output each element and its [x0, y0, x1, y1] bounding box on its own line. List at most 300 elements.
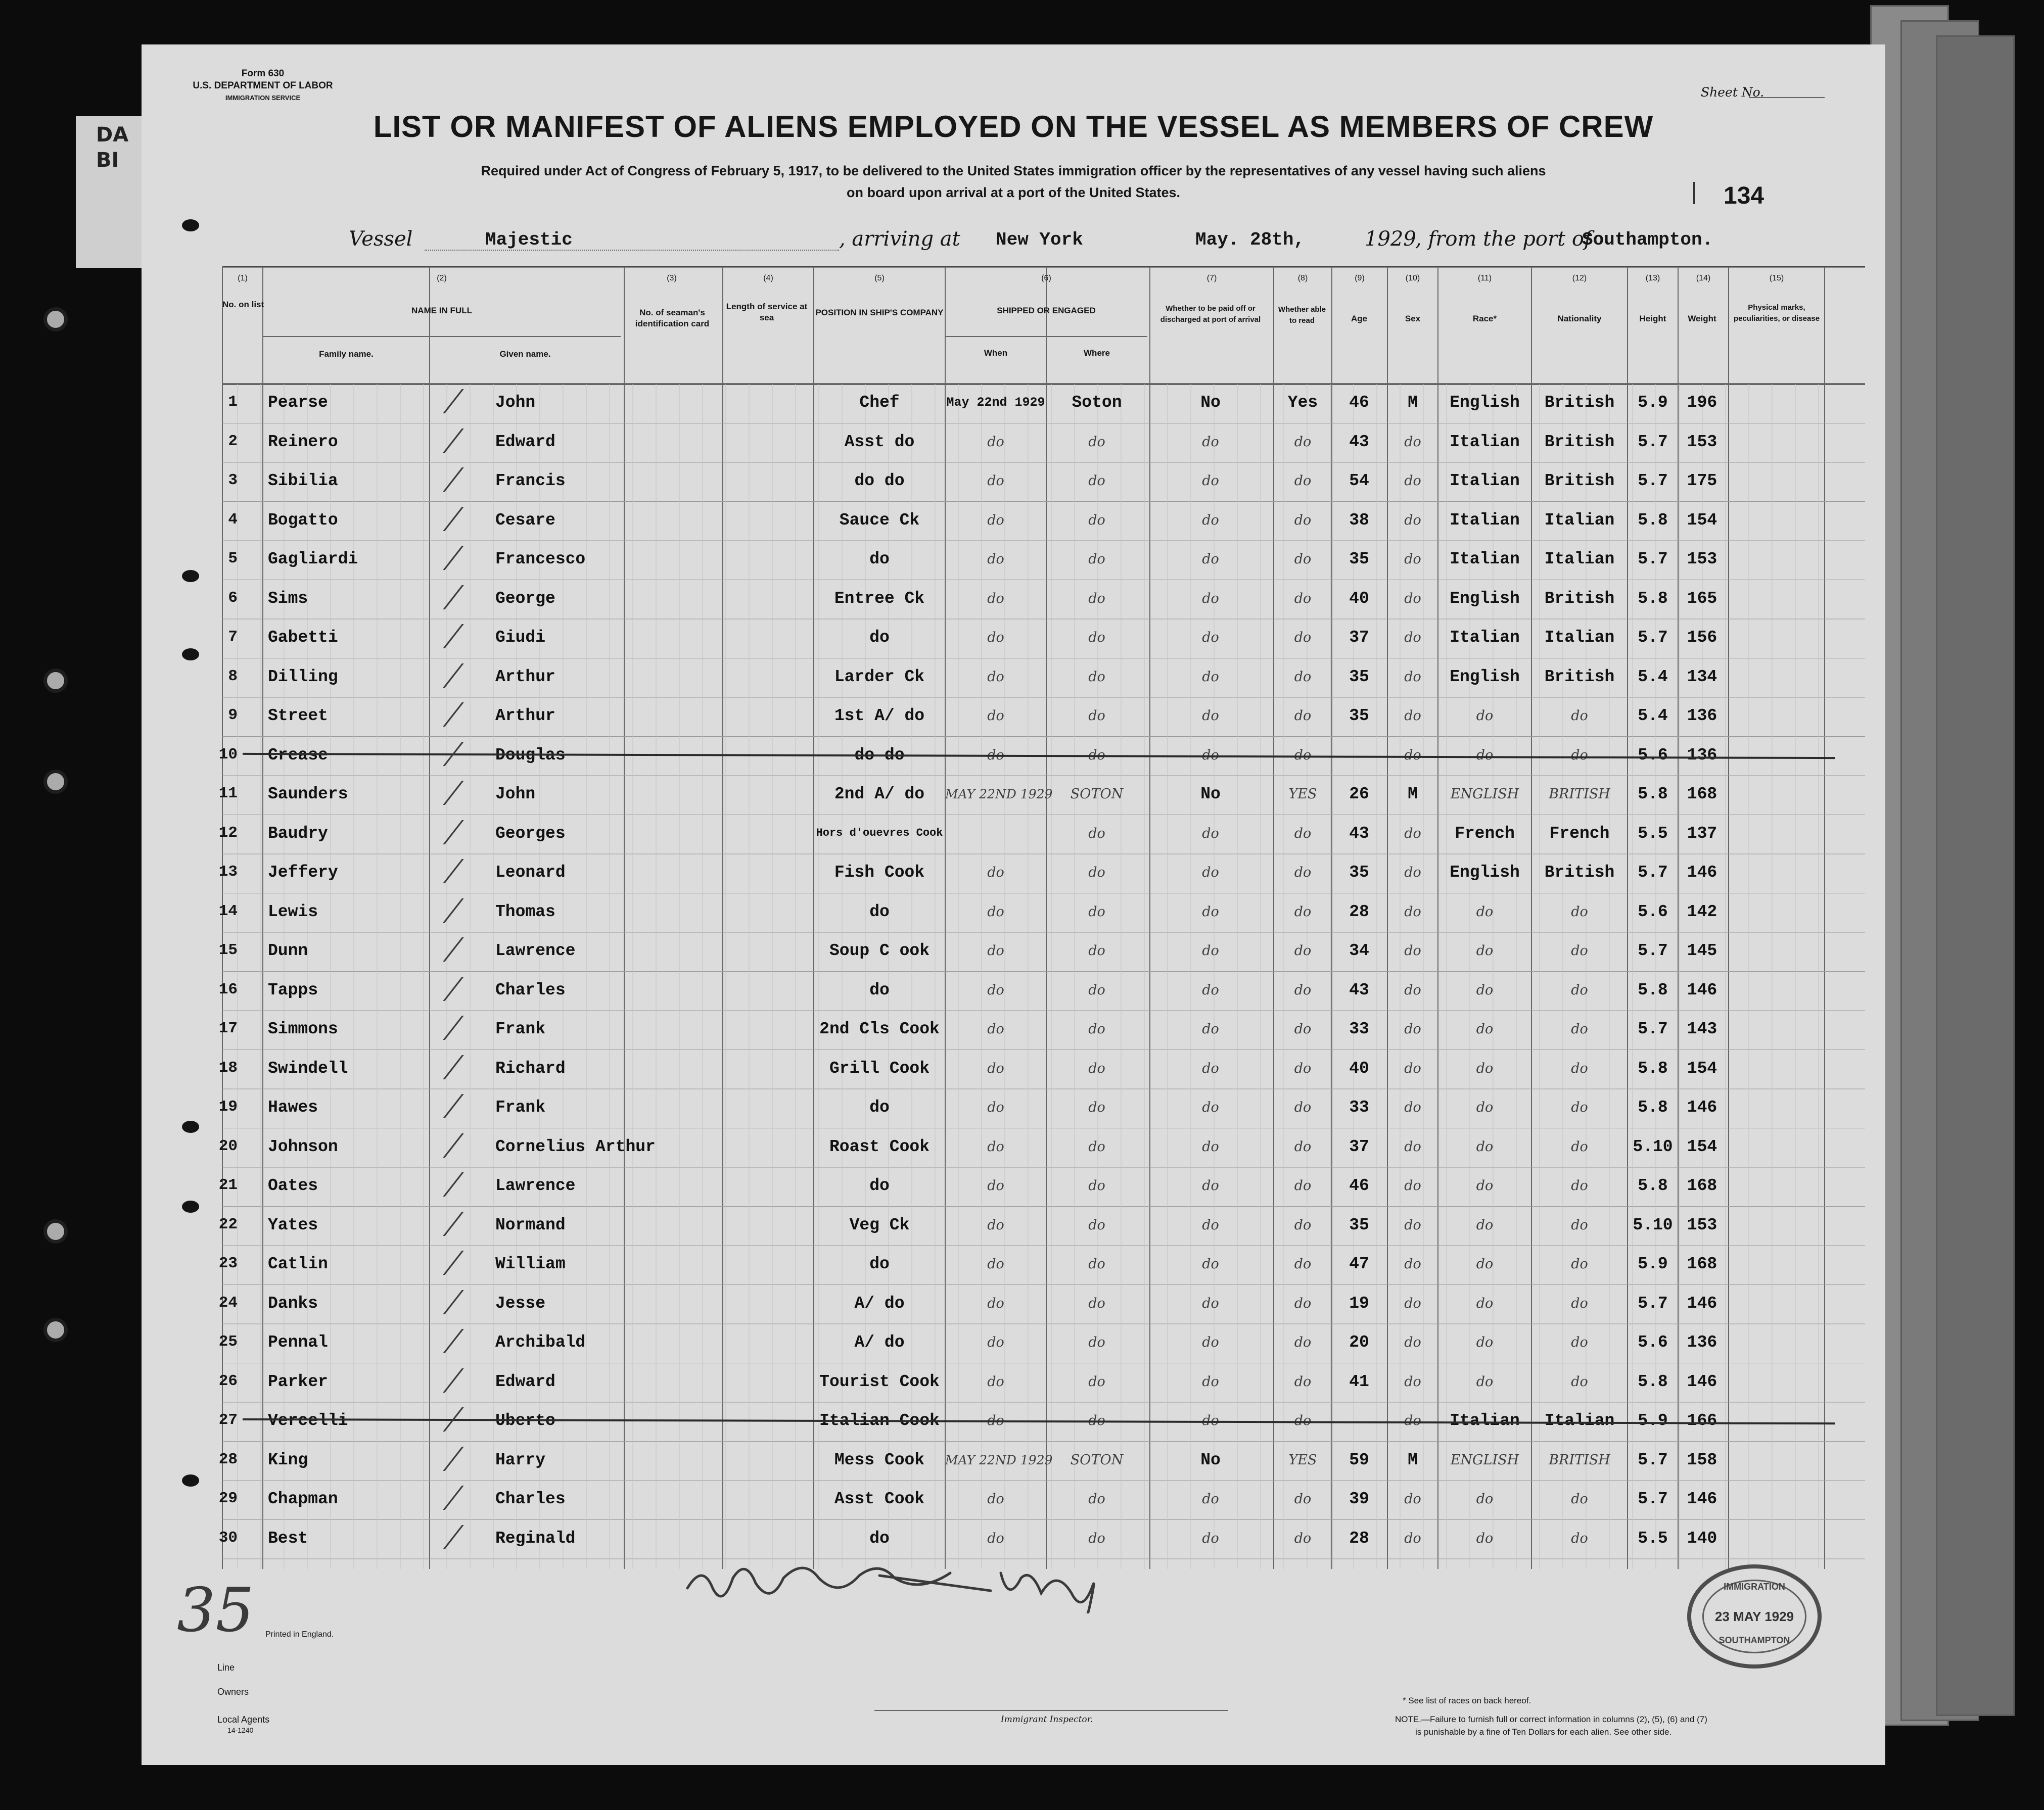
cell-where: do [1088, 1491, 1105, 1507]
column-number: (10) [1405, 274, 1420, 282]
row-number: 27 [218, 1411, 238, 1429]
column-number: (4) [763, 274, 773, 282]
column-number: (11) [1477, 274, 1492, 282]
cell-when: do [987, 747, 1004, 763]
cell-given: Edward [495, 432, 555, 451]
cell-read: do [1294, 1060, 1312, 1076]
vessel-name: Majestic [485, 229, 573, 250]
cell-age: 43 [1349, 980, 1369, 999]
cell-given: Normand [495, 1215, 566, 1234]
cell-read: do [1294, 1021, 1312, 1037]
cell-sex: do [1404, 1060, 1421, 1076]
cell-given: Uberto [495, 1411, 555, 1430]
cell-race: do [1476, 943, 1494, 959]
header-length-service: Length of service at sea [726, 302, 808, 322]
cell-given: Arthur [495, 667, 555, 686]
row-number: 15 [218, 941, 238, 959]
cell-position: Hors d'ouevres Cook [816, 827, 943, 839]
column-number: (6) [1041, 274, 1051, 282]
cell-read: do [1294, 1178, 1312, 1194]
binder-hole [43, 770, 68, 794]
note-line-1: NOTE.—Failure to furnish full or correct information in columns (2), (5), (6) and (7) [1395, 1714, 1707, 1724]
cell-weight: 154 [1687, 1137, 1717, 1156]
cell-given: George [495, 589, 555, 608]
cell-age: 28 [1349, 1529, 1369, 1548]
signature [677, 1553, 1157, 1613]
cell-position: do [869, 1098, 890, 1117]
cell-when: do [987, 1060, 1004, 1076]
cell-weight: 158 [1687, 1450, 1717, 1469]
cell-family: Yates [268, 1215, 318, 1234]
cell-nationality: Italian [1544, 510, 1615, 530]
cell-when: do [987, 434, 1004, 450]
cell-race: do [1476, 1100, 1494, 1115]
binder-hole [43, 1219, 68, 1244]
cell-read: do [1294, 865, 1312, 880]
cell-race: do [1476, 1530, 1494, 1546]
binder-hole [43, 669, 68, 693]
cell-age: 20 [1349, 1333, 1369, 1352]
cell-age: 33 [1349, 1020, 1369, 1038]
column-number: (13) [1645, 274, 1660, 282]
header-shipped-engaged: SHIPPED OR ENGAGED [997, 306, 1096, 315]
cell-position: Mess Cook [834, 1450, 925, 1469]
cell-family: Chapman [268, 1490, 338, 1508]
cell-race: do [1476, 1060, 1494, 1076]
cell-sex: do [1404, 903, 1421, 920]
header-family-name: Family name. [319, 349, 374, 359]
cell-paid: do [1202, 1530, 1219, 1546]
cell-position: 2nd A/ do [834, 785, 925, 803]
cell-race: do [1476, 1491, 1494, 1507]
cell-race: ENGLISH [1450, 786, 1519, 802]
cell-read: do [1294, 1491, 1312, 1507]
cell-family: Sibilia [268, 471, 338, 490]
cell-where: do [1088, 903, 1105, 920]
row-number: 3 [228, 471, 238, 489]
cell-paid: No [1200, 1450, 1221, 1469]
cell-nationality: do [1571, 1530, 1588, 1546]
row-number: 17 [218, 1020, 238, 1037]
cell-when: do [987, 865, 1004, 880]
cell-family: Jeffery [268, 863, 338, 882]
header-weight: Weight [1688, 314, 1716, 323]
cell-where: do [1088, 747, 1105, 763]
row-number: 20 [218, 1137, 238, 1155]
cell-where: do [1088, 669, 1105, 685]
header-age: Age [1351, 314, 1368, 323]
cell-height: 5.5 [1638, 824, 1668, 843]
cell-weight: 168 [1687, 1176, 1717, 1195]
header-physical-marks: Physical marks, peculiarities, or disease [1733, 303, 1820, 323]
cell-weight: 134 [1687, 667, 1717, 686]
arrival-year: 1929 [1365, 227, 1416, 251]
column-number: (7) [1206, 274, 1217, 282]
cell-read: do [1294, 1138, 1312, 1155]
cell-when: do [987, 1530, 1004, 1546]
cell-race: English [1450, 589, 1520, 608]
column-number: (1) [238, 274, 248, 282]
cell-sex: do [1404, 1256, 1421, 1272]
cell-weight: 165 [1687, 589, 1717, 608]
header-name-in-full: NAME IN FULL [411, 306, 472, 315]
row-number: 10 [218, 745, 238, 764]
cell-nationality: do [1571, 708, 1588, 724]
cell-paid: do [1202, 982, 1219, 998]
cell-given: Lawrence [495, 941, 576, 960]
cell-family: Pearse [268, 393, 328, 412]
cell-when: do [987, 1413, 1004, 1428]
cell-age: 40 [1349, 589, 1369, 608]
cell-height: 5.7 [1638, 863, 1668, 882]
cell-weight: 142 [1687, 902, 1717, 921]
row-number: 12 [218, 824, 238, 842]
cell-age: 47 [1349, 1255, 1369, 1273]
cell-when: do [987, 943, 1004, 959]
row-number: 18 [218, 1059, 238, 1077]
cell-given: Thomas [495, 902, 555, 921]
cell-family: Vercelli [268, 1411, 348, 1430]
cell-paid: do [1202, 1021, 1219, 1037]
cell-read: do [1294, 825, 1312, 841]
cell-family: Oates [268, 1176, 318, 1195]
cell-age: 43 [1349, 824, 1369, 843]
cell-nationality: British [1544, 393, 1615, 412]
cell-nationality: do [1571, 1138, 1588, 1155]
cell-race: Italian [1450, 510, 1520, 530]
cell-race: English [1450, 863, 1520, 882]
cell-height: 5.8 [1638, 785, 1668, 803]
arrival-port: New York [996, 229, 1083, 250]
cell-family: Best [268, 1529, 308, 1548]
cell-family: Gabetti [268, 628, 338, 647]
cell-given: Archibald [495, 1333, 586, 1352]
cell-weight: 146 [1687, 1372, 1717, 1391]
cell-family: Street [268, 706, 328, 725]
cell-given: John [495, 393, 536, 412]
cell-position: do [869, 1255, 890, 1273]
cell-when: do [987, 982, 1004, 998]
cell-race: do [1476, 903, 1494, 920]
cell-sex: do [1404, 865, 1421, 880]
cell-sex: do [1404, 1335, 1421, 1350]
header-race: Race* [1472, 314, 1497, 323]
row-number: 23 [218, 1255, 238, 1272]
cell-position: Entree Ck [834, 589, 925, 608]
cell-height: 5.9 [1638, 393, 1668, 412]
cell-given: Georges [495, 824, 566, 843]
cell-position: Asst do [844, 432, 915, 451]
row-number: 28 [218, 1450, 238, 1468]
cell-when: do [987, 1491, 1004, 1507]
cell-height: 5.6 [1638, 902, 1668, 921]
cell-nationality: do [1571, 1491, 1588, 1507]
header-given-name: Given name. [499, 349, 551, 359]
cell-paid: do [1202, 1138, 1219, 1155]
cell-when: May 22nd 1929 [946, 395, 1045, 410]
cell-given: Frank [495, 1020, 546, 1038]
row-number: 22 [218, 1215, 238, 1233]
cell-height: 5.8 [1638, 1372, 1668, 1391]
cell-family: Bogatto [268, 510, 338, 530]
column-number: (3) [667, 274, 677, 282]
cell-height: 5.7 [1638, 628, 1668, 647]
vessel-label: Vessel [349, 227, 413, 251]
cell-where: do [1088, 512, 1105, 528]
cell-race: ENGLISH [1450, 1452, 1519, 1468]
cell-where: do [1088, 1373, 1105, 1390]
cell-position: A/ do [854, 1294, 905, 1313]
cell-given: Richard [495, 1059, 566, 1078]
cell-nationality: BRITISH [1549, 786, 1610, 802]
cell-age: 19 [1349, 1294, 1369, 1313]
cell-where: do [1088, 708, 1105, 724]
cell-when: do [987, 1335, 1004, 1350]
cell-weight: 146 [1687, 1490, 1717, 1508]
cell-read: do [1294, 1295, 1312, 1311]
cell-nationality: BRITISH [1549, 1452, 1610, 1468]
cell-weight: 168 [1687, 1255, 1717, 1273]
row-number: 5 [228, 550, 238, 567]
cell-where: do [1088, 1100, 1105, 1115]
header-when: When [984, 348, 1008, 358]
cell-age: 59 [1349, 1450, 1369, 1469]
local-agents-label: Local Agents [217, 1714, 270, 1725]
cell-given: Giudi [495, 628, 546, 647]
cell-position: Soup C ook [829, 941, 930, 960]
cell-race: Italian [1450, 550, 1520, 568]
cell-height: 5.7 [1638, 471, 1668, 490]
cell-position: Chef [859, 393, 900, 412]
form-number: Form 630 [241, 68, 285, 79]
cell-where: do [1088, 943, 1105, 959]
cell-read: do [1294, 669, 1312, 685]
cell-sex: do [1404, 1295, 1421, 1311]
cell-height: 5.7 [1638, 1450, 1668, 1469]
header-id-card: No. of seaman's identification card [635, 308, 710, 328]
header-paid-off: Whether to be paid off or discharged at port of arrival [1160, 304, 1261, 324]
cell-nationality: British [1544, 589, 1615, 608]
cell-paid: do [1202, 1335, 1219, 1350]
cell-sex: do [1404, 1491, 1421, 1507]
cell-given: Frank [495, 1098, 546, 1117]
cell-age: 33 [1349, 1098, 1369, 1117]
cell-weight: 140 [1687, 1529, 1717, 1548]
cell-race: French [1455, 824, 1515, 843]
cell-given: Francis [495, 471, 566, 490]
cell-where: do [1088, 1413, 1105, 1428]
cell-where: do [1088, 1256, 1105, 1272]
cell-given: Arthur [495, 706, 555, 725]
binder-hole [43, 307, 68, 331]
cell-family: Parker [268, 1372, 328, 1391]
form-code: 14-1240 [227, 1726, 254, 1734]
cell-weight: 143 [1687, 1020, 1717, 1038]
cell-where: do [1088, 865, 1105, 880]
cell-family: Swindell [268, 1059, 348, 1078]
cell-race: Italian [1450, 1411, 1520, 1430]
cell-read: YES [1288, 1452, 1317, 1468]
cell-position: do [869, 902, 890, 921]
cell-weight: 153 [1687, 1215, 1717, 1234]
cell-nationality: Italian [1544, 628, 1615, 647]
cell-paid: do [1202, 1100, 1219, 1115]
cell-sex: do [1404, 551, 1421, 567]
cell-position: Larder Ck [834, 667, 925, 686]
cell-when: do [987, 1295, 1004, 1311]
cell-when: do [987, 1256, 1004, 1272]
cell-weight: 136 [1687, 706, 1717, 725]
cell-nationality: do [1571, 1217, 1588, 1233]
cell-height: 5.6 [1638, 745, 1668, 765]
cell-when: do [987, 590, 1004, 606]
scrap-text-2: BI [96, 149, 119, 172]
cell-position: Fish Cook [834, 863, 925, 882]
cell-sex: do [1404, 1100, 1421, 1115]
cell-age: 35 [1349, 550, 1369, 568]
owners-label: Owners [217, 1687, 249, 1697]
cell-nationality: do [1571, 747, 1588, 763]
header-sex: Sex [1405, 314, 1421, 323]
cell-height: 5.7 [1638, 1294, 1668, 1313]
cell-family: Catlin [268, 1255, 328, 1273]
cell-where: do [1088, 825, 1105, 841]
cell-height: 5.9 [1638, 1411, 1668, 1430]
cell-sex: do [1404, 825, 1421, 841]
cell-age: 46 [1349, 393, 1369, 412]
cell-age: 37 [1349, 628, 1369, 647]
cell-weight: 175 [1687, 471, 1717, 490]
cell-where: Soton [1072, 393, 1122, 412]
cell-paid: do [1202, 630, 1219, 645]
immigration-stamp [1687, 1564, 1822, 1669]
cell-position: Veg Ck [849, 1215, 910, 1234]
cell-paid: do [1202, 903, 1219, 920]
cell-weight: 137 [1687, 824, 1717, 843]
printed-in-england: Printed in England. [265, 1630, 334, 1639]
cell-sex: M [1408, 393, 1418, 412]
header-no-on-list: No. on list [222, 300, 264, 309]
cell-sex: do [1404, 669, 1421, 685]
cell-position: Roast Cook [829, 1137, 930, 1156]
cell-nationality: Italian [1544, 550, 1615, 568]
cell-when: MAY 22ND 1929 [945, 1452, 1053, 1467]
cell-weight: 168 [1687, 785, 1717, 803]
header-where: Where [1084, 348, 1110, 358]
cell-paid: No [1200, 785, 1221, 803]
row-number: 9 [228, 706, 238, 724]
cell-where: do [1088, 1021, 1105, 1037]
cell-where: do [1088, 1335, 1105, 1350]
cell-age: 40 [1349, 1059, 1369, 1078]
note-line-2: is punishable by a fine of Ten Dollars for each alien. See other side. [1415, 1727, 1672, 1737]
cell-paid: do [1202, 1491, 1219, 1507]
cell-read: do [1294, 434, 1312, 450]
cell-weight: 146 [1687, 1098, 1717, 1117]
cell-weight: 156 [1687, 628, 1717, 647]
column-number: (9) [1355, 274, 1365, 282]
cell-position: Italian Cook [819, 1411, 940, 1430]
cell-nationality: do [1571, 1060, 1588, 1076]
cell-when: do [987, 708, 1004, 724]
row-number: 26 [218, 1372, 238, 1390]
cell-where: SOTON [1070, 1452, 1124, 1468]
cell-family: Sims [268, 589, 308, 608]
cell-age: 37 [1349, 1137, 1369, 1156]
cell-family: Simmons [268, 1020, 338, 1038]
cell-read: do [1294, 630, 1312, 645]
cell-nationality: do [1571, 1021, 1588, 1037]
cell-given: Cornelius Arthur [495, 1137, 656, 1156]
cell-height: 5.4 [1638, 667, 1668, 686]
row-number: 29 [218, 1490, 238, 1507]
cell-given: Cesare [495, 510, 555, 530]
cell-sex: M [1408, 1450, 1418, 1469]
department-label: U.S. DEPARTMENT OF LABOR [193, 80, 333, 91]
cell-sex: do [1404, 1138, 1421, 1155]
cell-when: do [987, 1100, 1004, 1115]
cell-paid: do [1202, 512, 1219, 528]
cell-weight: 146 [1687, 863, 1717, 882]
cell-sex: do [1404, 473, 1421, 489]
column-number: (8) [1297, 274, 1308, 282]
column-number: (2) [437, 274, 447, 282]
row-number: 8 [228, 667, 238, 685]
column-number: (14) [1696, 274, 1711, 282]
cell-read: do [1294, 708, 1312, 724]
cell-paid: do [1202, 590, 1219, 606]
cell-paid: do [1202, 1256, 1219, 1272]
cell-when: do [987, 512, 1004, 528]
cell-weight: 146 [1687, 980, 1717, 999]
row-number: 30 [218, 1529, 238, 1547]
cell-given: Charles [495, 980, 566, 999]
row-number: 14 [218, 902, 238, 920]
cell-nationality: British [1544, 863, 1615, 882]
cell-weight: 196 [1687, 393, 1717, 412]
cell-nationality: do [1571, 1100, 1588, 1115]
row-number: 4 [228, 510, 238, 529]
cell-sex: do [1404, 747, 1421, 763]
cell-height: 5.9 [1638, 1255, 1668, 1273]
cell-age: 39 [1349, 1490, 1369, 1508]
cell-nationality: British [1544, 432, 1615, 451]
departure-port: Southampton. [1582, 229, 1713, 250]
cell-nationality: British [1544, 667, 1615, 686]
cell-age: 28 [1349, 902, 1369, 921]
cell-position: Grill Cook [829, 1059, 930, 1078]
cell-nationality: British [1544, 471, 1615, 490]
cell-race: do [1476, 1217, 1494, 1233]
cell-given: Lawrence [495, 1176, 576, 1195]
cell-given: John [495, 785, 536, 803]
cell-family: Saunders [268, 785, 348, 803]
cell-read: do [1294, 1413, 1312, 1428]
cell-age: 34 [1349, 941, 1369, 960]
cell-read: do [1294, 903, 1312, 920]
arriving-label: , arriving at [839, 227, 960, 251]
cell-age: 35 [1349, 1215, 1369, 1234]
cell-sex: do [1404, 708, 1421, 724]
cell-position: do [869, 1529, 890, 1548]
column-number: (12) [1572, 274, 1587, 282]
scrap-text-1: DA [96, 123, 129, 147]
header-height: Height [1639, 314, 1666, 323]
cell-read: do [1294, 747, 1312, 763]
cell-race: Italian [1450, 471, 1520, 490]
cell-weight: 166 [1687, 1411, 1717, 1430]
cell-paid: do [1202, 1413, 1219, 1428]
